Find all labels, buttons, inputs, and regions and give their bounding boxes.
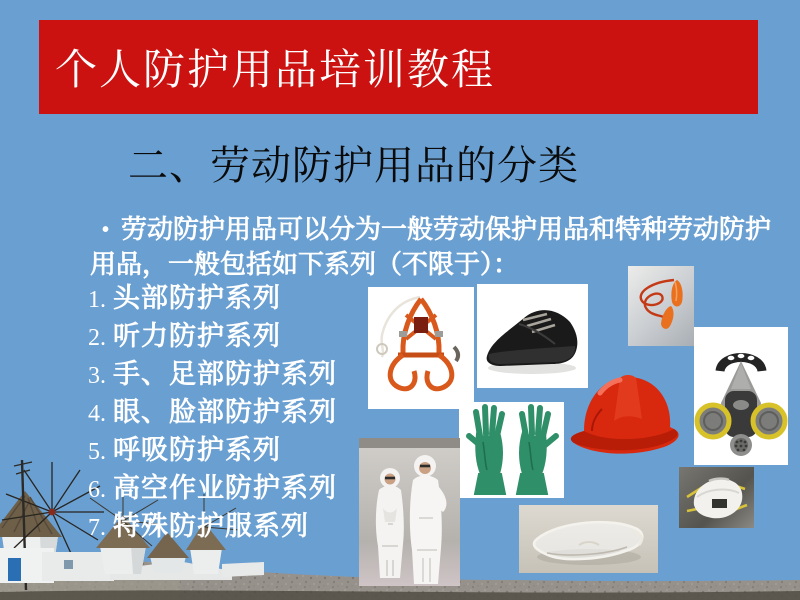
dust-mask-icon [679, 467, 754, 528]
list-item-number: 4. [88, 401, 106, 427]
safety-glasses-icon [519, 505, 658, 573]
list-item-5 [88, 431, 337, 469]
hard-hat-image [562, 357, 688, 465]
list-item-2 [88, 317, 337, 355]
list-item-number: 7. [88, 515, 106, 541]
list-item-label: 呼吸防护系列 [113, 435, 281, 465]
list-item-label: 听力防护系列 [113, 321, 281, 351]
hard-hat-icon [562, 357, 688, 465]
list-item-6 [88, 469, 337, 507]
list-item-number: 5. [88, 439, 106, 465]
intro-text: 劳动防护用品可以分为一般劳动保护用品和特种劳动防护用品，一般包括如下系列（不限于）： [90, 214, 772, 279]
safety-harness-image [368, 287, 474, 409]
list-item-number: 2. [88, 325, 106, 351]
list-item-4 [88, 393, 337, 431]
list-item-label: 高空作业防护系列 [113, 473, 337, 503]
safety-harness-icon [368, 287, 474, 409]
gloves-image [459, 402, 564, 498]
person-right [410, 455, 447, 584]
list-item-label: 特殊防护服系列 [113, 511, 309, 541]
list-item-7 [88, 507, 337, 545]
list-item-3 [88, 355, 337, 393]
list-item-label: 手、足部防护系列 [113, 359, 337, 389]
earplugs-image [628, 266, 694, 346]
list-item-number: 3. [88, 363, 106, 389]
protective-suits-image [359, 438, 460, 586]
respirator-icon [694, 327, 788, 465]
ppe-category-list [88, 279, 337, 545]
list-item-1 [88, 279, 337, 317]
banner-title: 个人防护用品培训教程 [55, 48, 496, 94]
list-item-label: 眼、脸部防护系列 [113, 397, 337, 427]
list-item-number: 6. [88, 477, 106, 503]
banner [39, 20, 758, 114]
person-left [376, 468, 404, 578]
list-item-number: 1. [88, 287, 106, 313]
bullet-icon: • [102, 219, 110, 241]
list-item-label: 头部防护系列 [113, 283, 281, 313]
respirator-image [694, 327, 788, 465]
section-heading: 二、劳动防护用品的分类 [128, 143, 579, 188]
gloves-icon [459, 402, 564, 498]
protective-suits-icon [359, 438, 460, 586]
dust-mask-image [679, 467, 754, 528]
earplugs-icon [628, 266, 694, 346]
safety-glasses-image [519, 505, 658, 573]
